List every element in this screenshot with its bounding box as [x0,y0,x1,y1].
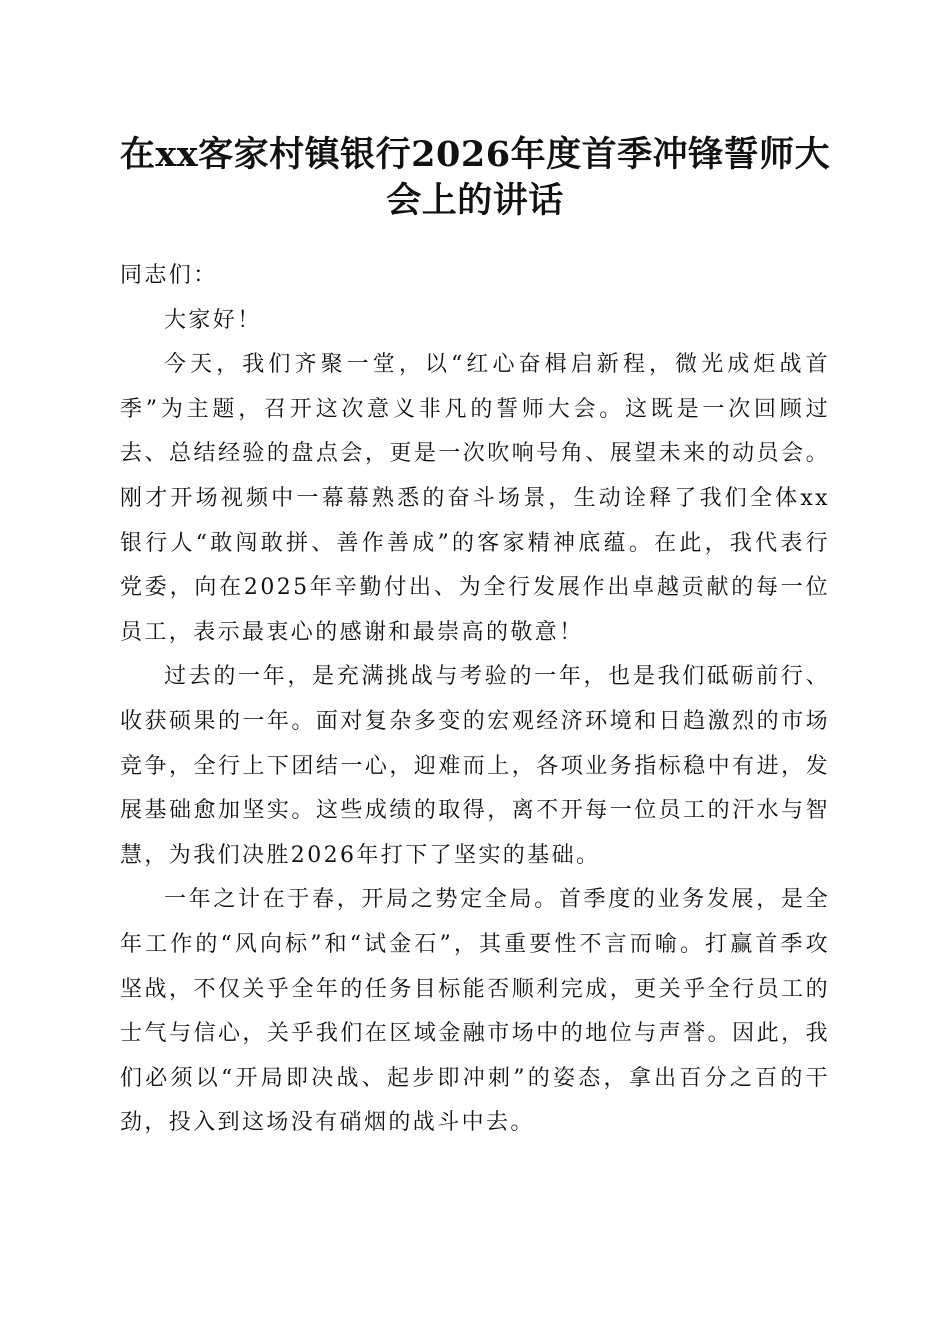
document-title [110,132,840,224]
paragraph-opening: 今天，我们齐聚一堂，以“红心奋楫启新程，微光成炬战首季”为主题，召开这次意义非凡的誓师大会。这既是一次回顾过去、总结经验的盘点会，更是一次吹响号角、展望未来的动员会。刚才开场视频中一幕幕熟悉的奋斗场景，生动诠释了我们全体xx银行人“敢闯敢拼、善作善成”的客家精神底蕴。在此，我代表行党委，向在2025年辛勤付出、为全行发展作出卓越贡献的每一位员工，表示最衷心的感谢和最崇高的敬意！ [120,352,830,645]
title-line-1: 在xx客家村镇银行2026年度首季冲锋誓师大 [119,134,831,175]
document-body [120,254,830,1146]
salutation: 同志们： [120,263,218,288]
paragraph-review: 过去的一年，是充满挑战与考验的一年，也是我们砥砺前行、收获硕果的一年。面对复杂多变的宏观经济环境和日趋激烈的市场竞争，全行上下团结一心，迎难而上，各项业务指标稳中有进，发展基础愈加坚实。这些成绩的取得，离不开每一位员工的汗水与智慧，为我们决胜2026年打下了坚实的基础。 [120,664,830,868]
paragraph-first-quarter: 一年之计在于春，开局之势定全局。首季度的业务发展，是全年工作的“风向标”和“试金石”，其重要性不言而喻。打赢首季攻坚战，不仅关乎全年的任务目标能否顺利完成，更关乎全行员工的士气与信心，关乎我们在区域金融市场中的地位与声誉。因此，我们必须以“开局即决战、起步即冲刺”的姿态，拿出百分之百的干劲，投入到这场没有硝烟的战斗中去。 [120,887,830,1136]
title-line-2: 会上的讲话 [386,180,564,221]
paragraph-greeting: 大家好！ [164,307,262,333]
